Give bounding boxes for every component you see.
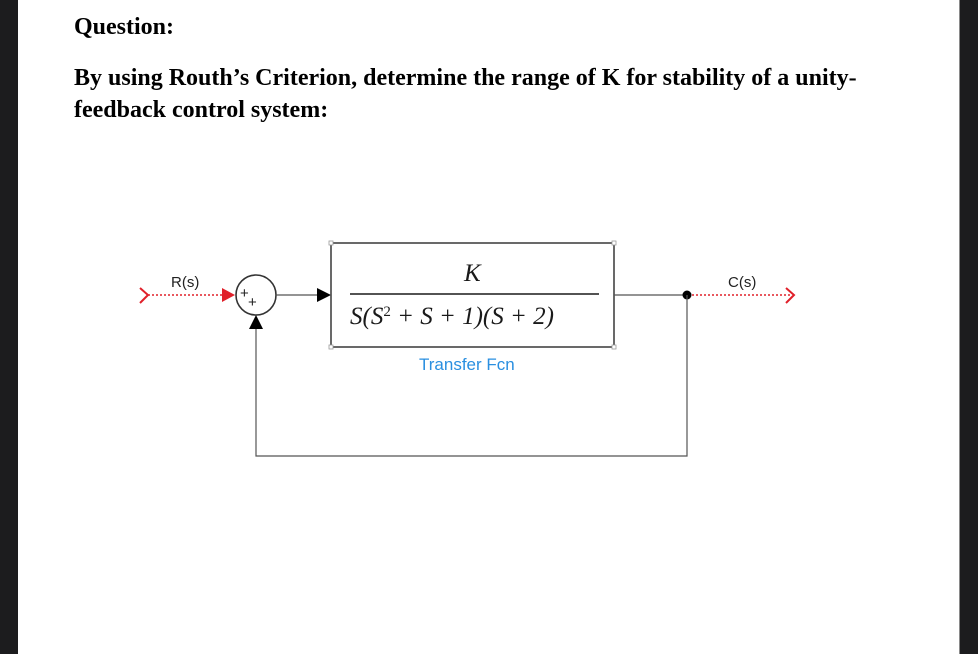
sum-sign-1: + <box>240 285 249 302</box>
sum-sign-2: + <box>248 294 257 311</box>
question-title: Question: <box>74 14 175 40</box>
output-signal-label: C(s) <box>728 274 757 291</box>
question-body: By using Routh’s Criterion, determine the range of K for stability of a unity-feedback control system: <box>74 65 857 123</box>
tf-denominator: $S(S^2 + S + 1)(S + 2)$ <box>350 303 554 330</box>
tf-block-label: Transfer Fcn <box>419 355 515 374</box>
feedback-arrow-icon <box>249 315 263 329</box>
input-port-icon[interactable] <box>140 288 148 303</box>
sum-block[interactable] <box>236 275 276 315</box>
forward-arrow-icon <box>317 288 331 302</box>
tf-numerator: K <box>464 260 481 287</box>
input-signal-label: R(s) <box>171 274 200 291</box>
input-arrow-icon <box>222 288 235 302</box>
transfer-fcn-block[interactable] <box>329 241 616 349</box>
